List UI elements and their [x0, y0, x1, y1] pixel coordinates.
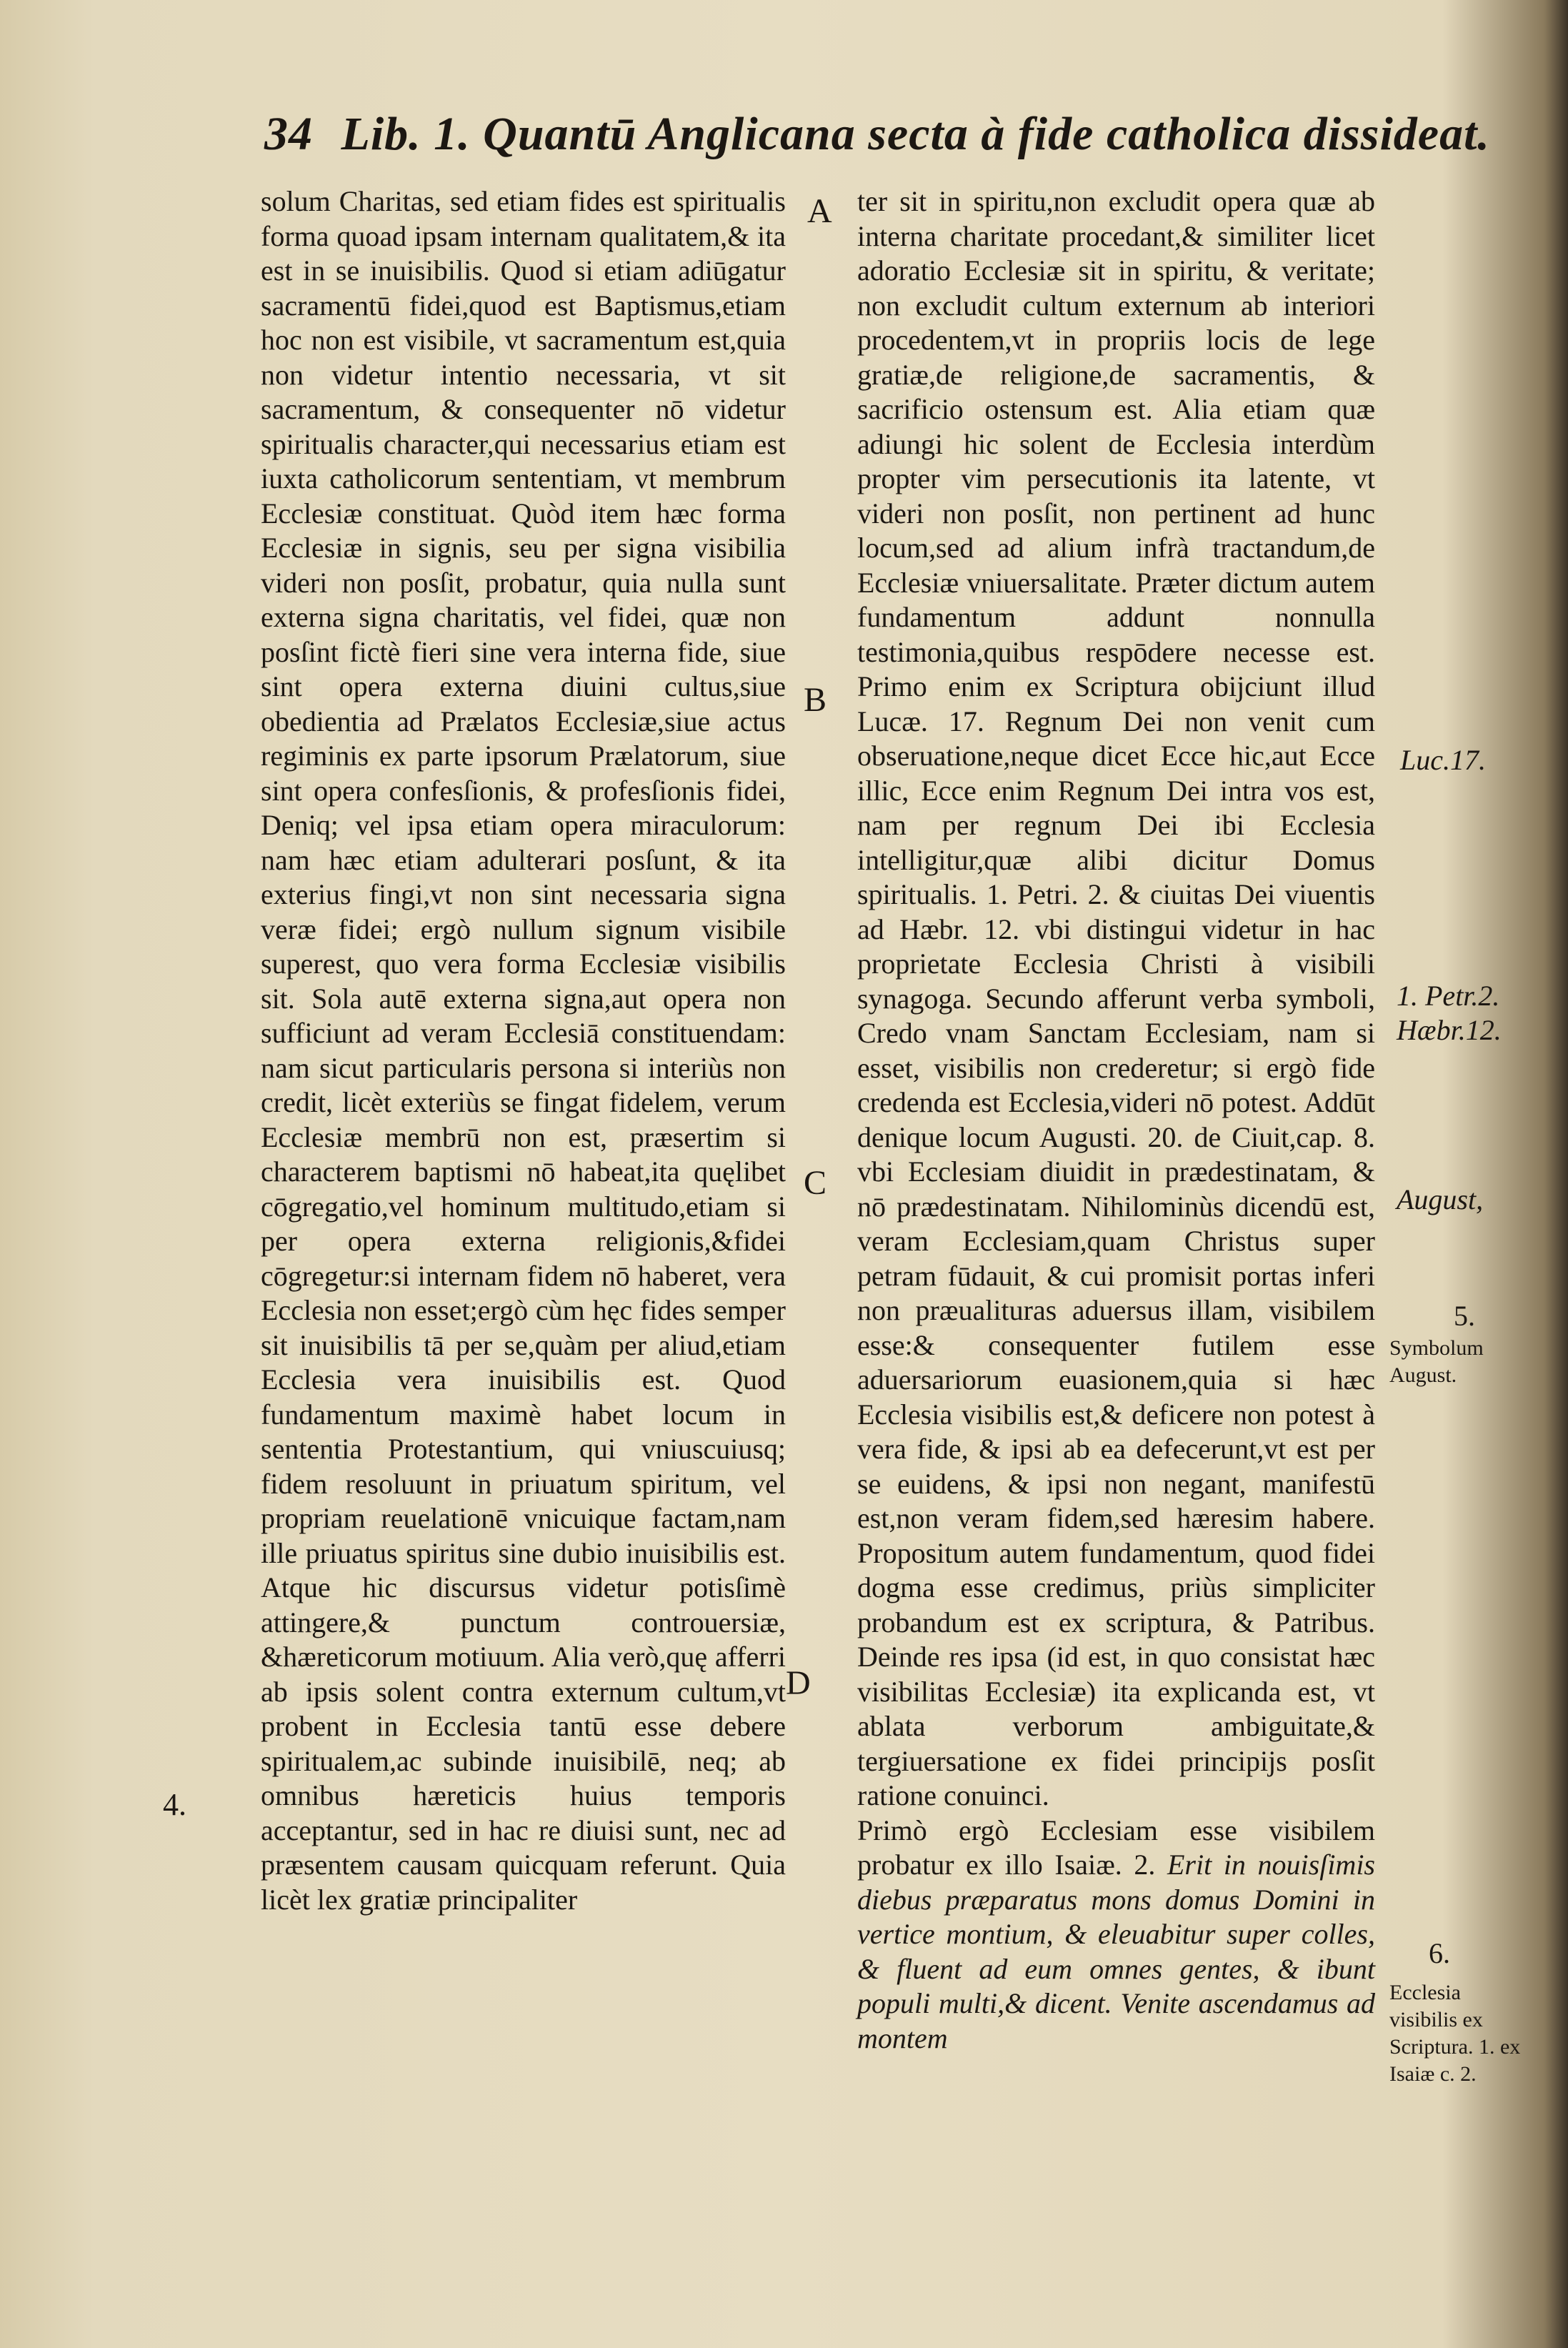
section-letter-c: C [804, 1164, 827, 1202]
running-title: Lib. 1. Quantū Anglicana secta à fide catholica dissideat. [341, 108, 1490, 160]
margin-number-4: 4. [163, 1787, 186, 1822]
margin-note-petr: 1. Petr.2. [1397, 980, 1500, 1012]
margin-number-6: 6. [1429, 1937, 1450, 1969]
page-number: 34 [264, 108, 313, 160]
right-column-paragraph-1: ter sit in spiritu,non excludit opera quæ ab interna charitate procedant,& similiter licet adoratio Ecclesiæ sit in spiritu, & veritate; non excludit cultum externum ab interiori procedentem,vt in propriis locis de lege gratiæ,de religione,de sacramentis, & sacrificio ostensum est. Alia etiam quæ adiungi hic solent de Ecclesia interdùm propter vim persecutionis ita latente, vt videri non posſit, non pertinent ad hunc locum,sed ad alium infrà tractandum,de Ecclesiæ vniuersalitate. Præter dictum autem fundamentum addunt nonnulla testimonia,quibus respōdere necesse est. Primo enim ex Scriptura obijciunt illud Lucæ. 17. Regnum Dei non venit cum obseruatione,neque dicet Ecce hic,aut Ecce illic, Ecce enim Regnum Dei intra vos est, nam per regnum Dei ibi Ecclesia intelligitur,quæ alibi dicitur Domus spiritualis. 1. Petri. 2. & ciuitas Dei viuentis ad Hæbr. 12. vbi distingui videtur in hac proprietate Ecclesia Christi à visibili synagoga. Secundo afferunt verba symboli, Credo vnam Sanctam Ecclesiam, nam si esset, visibilis non crederetur; si ergò fide credenda est Ecclesia,videri nō potest. Addūt denique locum Augusti. 20. de Ciuit,cap. 8. vbi Ecclesiam diuidit in prædestinatam, & nō prædestinatam. Nihilominùs dicendū est, veram Ecclesiam,quam Christus super petram fūdauit, & cui promisit portas inferi non præualituras aduersus illam, visibilem esse:& consequenter futilem esse aduersariorum euasionem,quia si hæc Ecclesia visibilis est,& deficere non potest à vera fide, & ipsi ab ea defecerunt,vt est per se euidens, & ipsi non negant, manifestū est,non veram fidem,sed hæresim habere. Propositum autem fundamentum, quod fidei dogma esse credimus, priùs simpliciter probandum est ex scriptura, & Patribus. Deinde res ipsa (id est, in quo consistat hæc visibilitas Ecclesiæ) ita explicanda est, vt ablata verborum ambiguitate,& tergiuersatione ex fidei principijs posſit ratione conuinci. [857, 185, 1375, 1811]
isaiah-quote: Erit in nouisſimis diebus præparatus mons domus Domini in vertice montium, & eleuabitur super colles, & fluent ad eum omnes gentes, & ibunt populi multi,& dicent. Venite ascendamus ad montem [857, 1849, 1375, 2054]
right-column-paragraph-2 [857, 1814, 1375, 2056]
left-column [261, 184, 786, 1917]
section-letter-d: D [786, 1664, 811, 1702]
margin-note-august: August, [1397, 1183, 1484, 1215]
margin-note-ecclesia: Ecclesia visibilis ex Scriptura. 1. ex Isaiæ c. 2. [1389, 1981, 1521, 2086]
margin-note-haebr: Hæbr.12. [1397, 1014, 1502, 1046]
running-header [264, 107, 1490, 161]
left-column-text: solum Charitas, sed etiam fides est spiritualis forma quoad ipsam internam qualitatem,& ita est in se inuisibilis. Quod si etiam adiūgatur sacramentū fidei,quod est Baptismus,etiam hoc non est visibile, vt sacramentum est,quia non videtur intentio necessaria, vt sit sacramentum, & consequenter nō videtur spiritualis character,qui necessarius etiam est iuxta catholicorum sententiam, vt membrum Ecclesiæ constituat. Quòd item hæc forma Ecclesiæ in signis, seu per signa visibilia videri non posſit, probatur, quia nulla sunt externa signa charitatis, vel fidei, quæ non posſint fictè fieri sine vera interna fide, siue sint opera externa diuini cultus,siue obedientia ad Prælatos Ecclesiæ,siue actus regiminis ex parte ipsorum Prælatorum, siue sint opera confesſionis, & profesſionis fidei, Deniq; vel ipsa etiam opera miraculorum: nam hæc etiam adulterari posſunt, & ita exterius fingi,vt non sint necessaria signa veræ fidei; ergò nullum signum visibile superest, quo vera forma Ecclesiæ visibilis sit. Sola autē externa signa,aut opera non sufficiunt ad veram Ecclesiā constituendam: nam sicut particularis persona si interiùs non credit, licèt exteriùs se fingat fidelem, verum Ecclesiæ membrū non est, præsertim si characterem baptismi nō habeat,ita quęlibet cōgregatio,vel hominum multitudo,etiam si per opera externa religionis,&fidei cōgregetur:si internam fidem nō haberet, vera Ecclesia non esset;ergò cùm hęc fides semper sit inuisibilis tā per se,quàm per aliud,etiam Ecclesia vera inuisibilis est. Quod fundamentum maximè habet locum in sententia Protestantium, qui vniuscuiusq; fidem resoluunt in priuatum spiritum, vel propriam reuelationē vnicuique factam,nam ille priuatus spiritus sine dubio inuisibilis est. Atque hic discursus videtur potisſimè attingere,& punctum controuersiæ, &hæreticorum motiuum. Alia verò,quę afferri ab ipsis solent contra externum cultum,vt probent in Ecclesia tantū esse debere spiritualem,ac subinde inuisibilē, neq; ab omnibus hæreticis huius temporis acceptantur, sed in hac re diuisi sunt, nec ad præsentem causam quicquam referunt. Quia licèt lex gratiæ principaliter [261, 185, 786, 1916]
right-column [857, 184, 1375, 2056]
section-letter-b: B [804, 681, 827, 719]
margin-number-5: 5. [1454, 1300, 1475, 1332]
right-column-paragraph-2-text: Primò ergò Ecclesiam esse visibilem probatur ex illo Isaiæ. 2. [857, 1814, 1375, 1881]
margin-note-symbolum: Symbolum August. [1389, 1336, 1484, 1387]
section-letter-a: A [807, 192, 832, 230]
margin-note-luc: Luc.17. [1400, 744, 1486, 776]
